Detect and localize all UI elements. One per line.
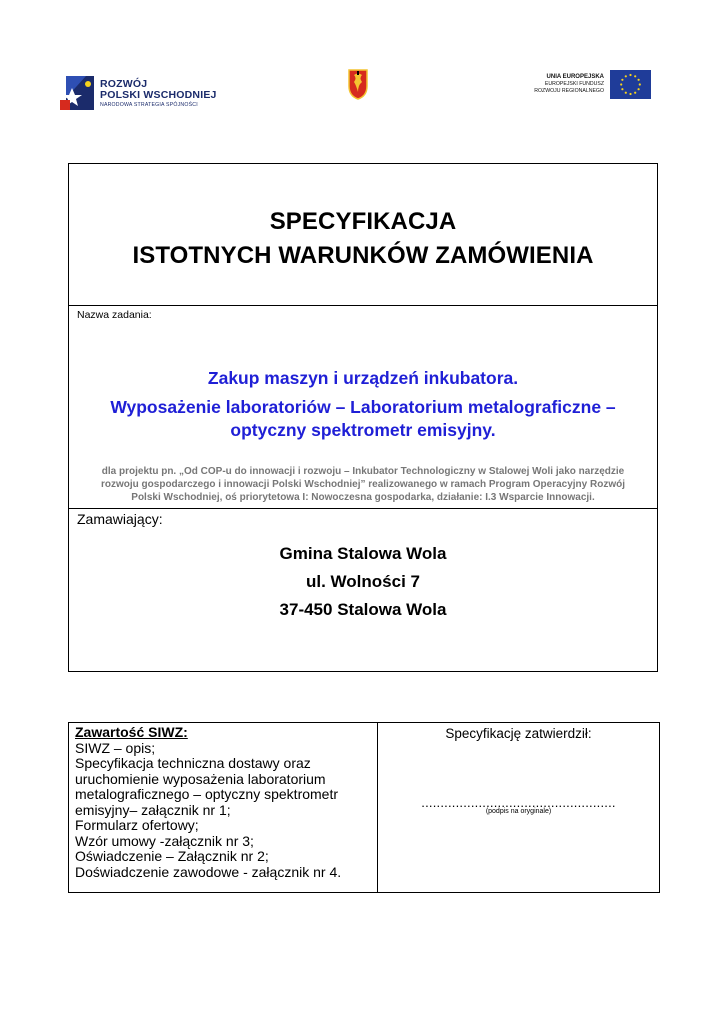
contents-item: emisyjny– załącznik nr 1; <box>75 801 231 818</box>
eu-line-1: UNIA EUROPEJSKA <box>546 74 604 80</box>
contents-item: Wzór umowy -załącznik nr 3; <box>75 832 254 849</box>
contents-approval-table <box>68 722 660 893</box>
orderer-street: ul. Wolności 7 <box>306 572 420 591</box>
task-title-line-2: Wyposażenie laboratoriów – Laboratorium metalograficzne – <box>110 397 616 417</box>
logo-line-1: ROZWÓJ <box>100 78 148 90</box>
specification-cover-box <box>68 163 658 672</box>
orderer-label: Zamawiający: <box>77 511 163 527</box>
orderer-city: 37-450 Stalowa Wola <box>279 600 447 619</box>
eu-fund-text <box>520 73 604 95</box>
task-section <box>69 305 657 509</box>
contents-cell <box>69 723 378 892</box>
star-logo-icon <box>58 74 96 112</box>
eu-line-2: EUROPEJSKI FUNDUSZ <box>544 81 604 87</box>
project-description-line-1: dla projektu pn. „Od COP-u do innowacji i rozwoju – Inkubator Technologiczny w Stalowej Woli jako narzędzie <box>101 466 625 477</box>
orderer-name: Gmina Stalowa Wola <box>279 544 447 563</box>
logo-line-2: POLSKI WSCHODNIEJ <box>100 89 217 101</box>
task-title-line-1: Zakup maszyn i urządzeń inkubatora. <box>207 368 519 388</box>
contents-item: Doświadczenie zawodowe - załącznik nr 4. <box>75 863 342 880</box>
contents-item: Formularz ofertowy; <box>75 817 199 833</box>
title-section <box>69 164 657 306</box>
contents-item: uruchomienie wyposażenia laboratorium <box>75 770 326 787</box>
project-description-line-2: rozwoju gospodarczego i innowacji Polski Wschodniej” realizowanego w ramach Program Operacyjny Rozwój <box>101 479 625 490</box>
document-title-line-1: SPECYFIKACJA <box>269 208 457 235</box>
eu-flag-icon <box>610 70 651 99</box>
signature-line: ................................................... <box>421 795 616 810</box>
contents-title: Zawartość SIWZ: <box>75 724 188 740</box>
document-title-line-2: ISTOTNYCH WARUNKÓW ZAMÓWIENIA <box>132 242 594 269</box>
signature-note: (podpis na oryginale) <box>485 808 552 815</box>
contents-item: Oświadczenie – Załącznik nr 2; <box>75 848 269 864</box>
approval-cell <box>378 723 659 892</box>
task-title-line-3: optyczny spektrometr emisyjny. <box>230 420 496 440</box>
eu-line-3: ROZWOJU REGIONALNEGO <box>534 88 604 94</box>
project-description-line-3: Polski Wschodniej, oś priorytetowa I: Nowoczesna gospodarka, działanie: I.3 Wsparcie Innowacji. <box>131 492 595 503</box>
logo-line-3: NARODOWA STRATEGIA SPÓJNOŚCI <box>100 102 198 108</box>
orderer-section <box>69 508 657 671</box>
city-crest-icon <box>347 68 369 100</box>
contents-item: Specyfikacja techniczna dostawy oraz <box>75 755 311 771</box>
contents-item: SIWZ – opis; <box>75 739 156 756</box>
rozwoj-polski-wschodniej-logo <box>58 72 238 116</box>
approval-label: Specyfikację zatwierdził: <box>445 726 592 741</box>
task-name-label: Nazwa zadania: <box>77 309 152 321</box>
contents-item: metalograficznego – optyczny spektrometr <box>75 786 339 802</box>
